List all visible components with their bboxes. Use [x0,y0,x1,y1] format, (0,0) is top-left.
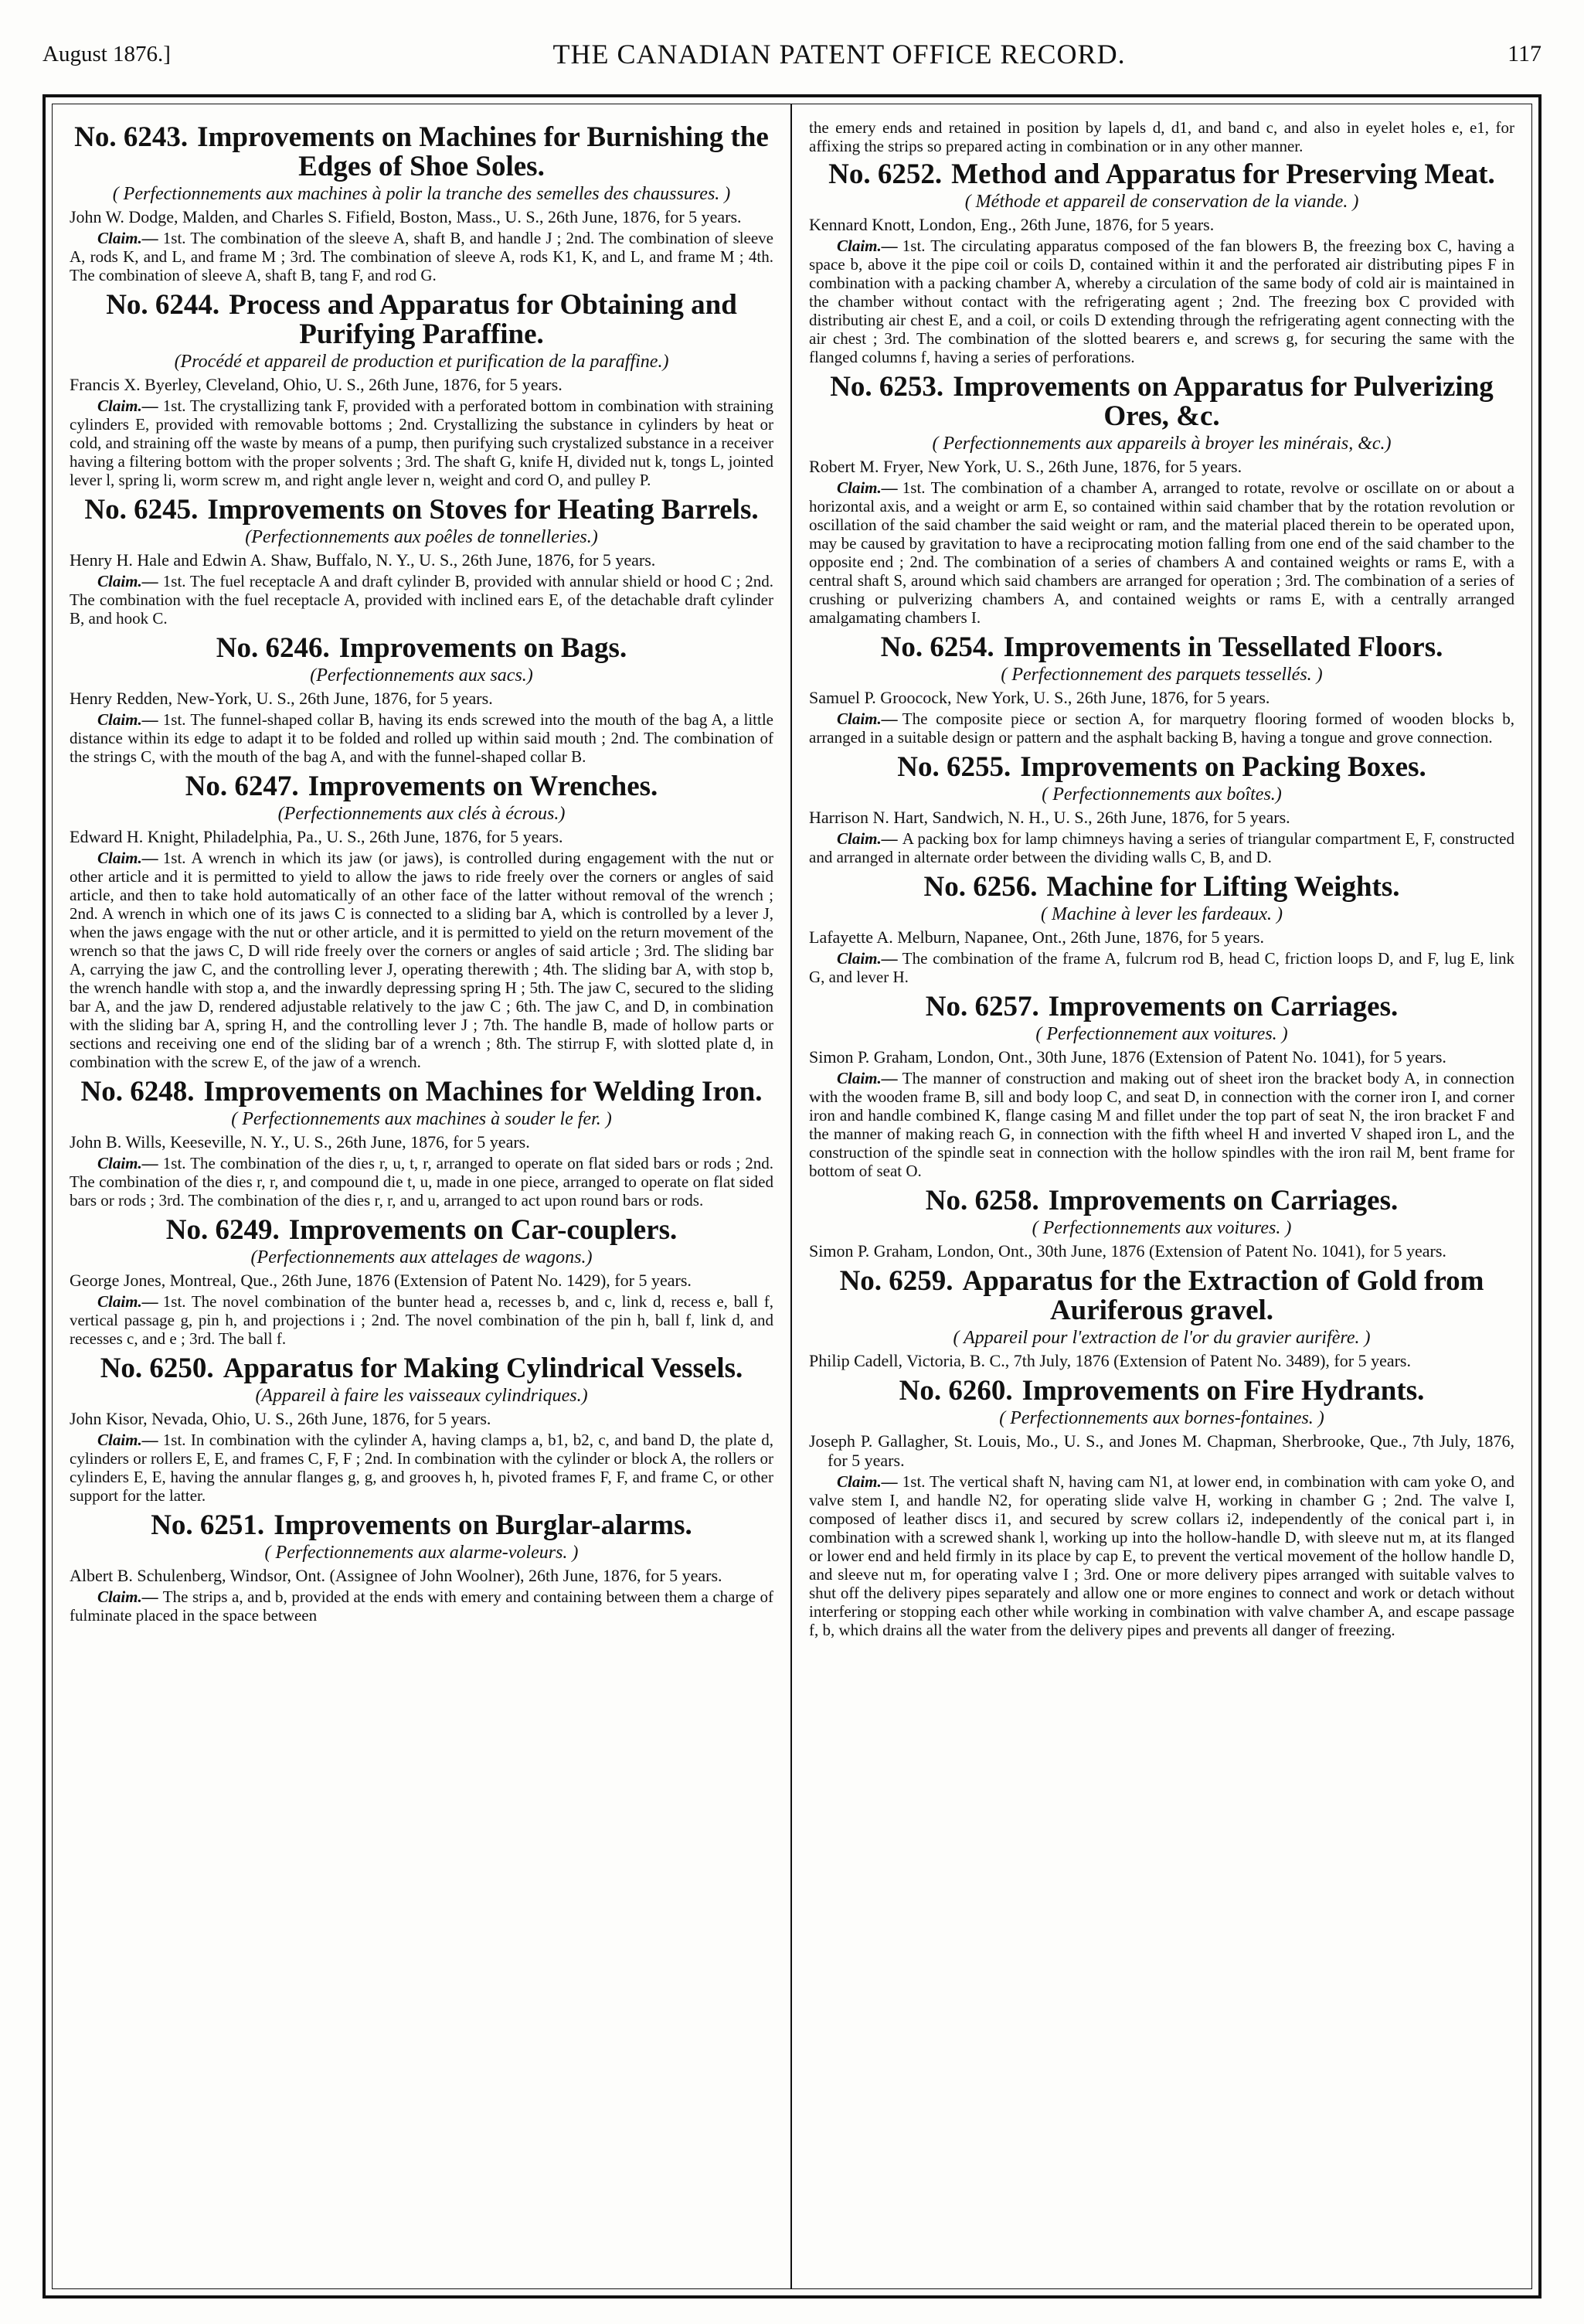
claim-label: Claim.— [97,710,158,729]
claim-label: Claim.— [97,1292,158,1311]
claim-label: Claim.— [97,1587,158,1606]
french-title: ( Appareil pour l'extraction de l'or du gravier aurifère. ) [953,1328,1371,1348]
claim-body: The combination of the frame A, fulcrum rod B, head C, friction loops D, and F, lug E, link G, and lever H. [809,949,1514,986]
claim-label: Claim.— [97,572,158,590]
patentee-line: Francis X. Byerley, Cleveland, Ohio, U. S., 26th June, 1876, for 5 years. [70,375,563,394]
french-title: ( Perfectionnement des parquets tessellés. ) [1001,665,1323,685]
patent-entry [809,160,1514,366]
patent-number: No. 6260. [899,1375,1013,1407]
patent-title: Improvements on Fire Hydrants. [1021,1375,1425,1407]
claim-body: 1st. The combination of the dies r, u, t, r, arranged to operate on flat sided bars or rods ; 2nd. The combination of the dies r, r, and compound die t, u, made in one piece, arranged to operate on flat sided bars or rods ; 3rd. The combination of the dies r, r, and u, arranged to act upon round bars or rods. [70,1154,773,1210]
patent-number: No. 6255. [897,751,1011,783]
patent-number: No. 6245. [84,494,199,526]
french-title: ( Perfectionnement aux voitures. ) [1035,1024,1288,1044]
patent-title: Improvements on Bags. [338,632,627,664]
patent-number: No. 6253. [830,371,944,403]
claim-body: 1st. The crystallizing tank F, provided with a perforated bottom in combination with straining cylinders E, provided with removable bottoms ; 2nd. Crystallizing the substance in cylinders by heat or cold, and straining off the waste by means of a pump, then purifying such crystalized substance in a receiver having a filtering bottom with the proper solvents ; 3rd. The shaft G, knife H, divided nut k, tongs L, jointed lever l, spring li, worm screw m, and right angle lever n, weight and cord O, and pulley P. [70,396,773,489]
patent-title: Machine for Lifting Weights. [1046,871,1400,903]
right-column [792,104,1531,2288]
claim-label: Claim.— [837,236,898,255]
patent-entry [809,1186,1514,1261]
continued-claim-text: the emery ends and retained in position by lapels d, d1, and band c, and also in eyelet holes e, e1, for affixing the strips so prepared acting in combination or in any other manner. [809,118,1514,155]
claim-body: 1st. The funnel-shaped collar B, having its ends screwed into the mouth of the bag A, a little distance within its edge to adapt it to be folded and rolled up within said mouth ; 2nd. The combination of the strings C, with the mouth of the bag A, and with the funnel-shaped collar B. [70,710,773,766]
patent-entry [809,753,1514,866]
french-title: (Perfectionnements aux clés à écrous.) [277,804,566,824]
patent-entry [70,772,773,1071]
patent-heading [70,291,773,349]
patentee-line: Samuel P. Groocock, New York, U. S., 26th June, 1876, for 5 years. [809,688,1270,707]
patent-title: Improvements on Stoves for Heating Barrels. [207,494,759,526]
patentee-line: John W. Dodge, Malden, and Charles S. Fifield, Boston, Mass., U. S., 26th June, 1876, for 5 years. [70,207,742,226]
french-title: (Perfectionnements aux attelages de wagons.) [250,1247,593,1267]
claim-body: 1st. The novel combination of the bunter head a, recesses b, and c, link d, recess e, ball f, vertical passage g, pin h, and projections i ; 2nd. The novel combination of the pin h, ball f, link d, and recesses c, and e ; 3rd. The ball f. [70,1292,773,1348]
patent-entry [809,1267,1514,1370]
patent-entry [70,1354,773,1505]
patent-entry [70,1511,773,1625]
patent-heading [809,1186,1514,1216]
patent-title: Improvements on Car-couplers. [288,1214,678,1246]
patentee-line: Simon P. Graham, London, Ont., 30th June, 1876 (Extension of Patent No. 1041), for 5 years. [809,1241,1446,1261]
patent-entry [809,1376,1514,1639]
patent-title: Improvements on Apparatus for Pulverizing Ores, &c. [953,371,1494,432]
patent-heading [809,873,1514,902]
french-title: ( Perfectionnements aux machines à polir la tranche des semelles des chaussures. ) [112,184,731,204]
claim-label: Claim.— [837,1472,898,1491]
page-border [42,94,1542,2298]
patent-entry [70,495,773,628]
patent-number: No. 6252. [828,158,943,190]
claim-body: 1st. In combination with the cylinder A, having clamps a, b1, b2, c, and band D, the plate d, cylinders or rollers E, E, and frames C, F, F ; 2nd. In combination with the cylinder or block A, the rollers or cylinders E, E, having the annular flanges g, g, and grooves h, h, pivoted frames F, F, and frame C, or other support for the latter. [70,1431,773,1505]
claim-text [809,709,1514,747]
patent-heading [70,1354,773,1383]
patent-heading [70,1077,773,1107]
claim-body: The composite piece or section A, for marquetry flooring formed of wooden blocks b, arranged in a suitable design or pattern and the asphalt backing B, having a tongue and grove connection. [809,709,1514,747]
patent-title: Improvements on Wrenches. [308,771,658,802]
patent-number: No. 6251. [151,1509,265,1541]
claim-text [70,710,773,766]
patent-number: No. 6248. [80,1076,195,1108]
french-title: ( Perfectionnements aux voitures. ) [1032,1218,1292,1238]
claim-text [70,1431,773,1505]
claim-text [70,1154,773,1210]
french-title: ( Perfectionnements aux machines à souder le fer. ) [231,1109,612,1129]
patent-number: No. 6259. [839,1265,953,1297]
patent-number: No. 6243. [74,121,189,153]
patent-number: No. 6258. [925,1185,1039,1216]
claim-text [809,1069,1514,1180]
patent-number: No. 6244. [106,289,220,321]
claim-text [809,949,1514,986]
patentee-line: Robert M. Fryer, New York, U. S., 26th June, 1876, for 5 years. [809,457,1242,476]
patent-title: Method and Apparatus for Preserving Meat. [951,158,1495,190]
patent-heading [70,634,773,663]
claim-body: 1st. The circulating apparatus composed of the fan blowers B, the freezing box C, having a space b, above it the pipe coil or coils D, contained within it and the perforated air distributing pipes F in combination with a packing chamber A, whereby a circulation of the same body of cold air is maintained in the chamber without contact with the refrigerating agent ; 2nd. The freezing box C provided with distributing air chest E, and a coil, or coils D extending through the refrigerating agent connecting with the air chest ; 3rd. The combination of the slotted bearers e, and screws g, for securing the same with the flanged columns f, having a series of perforations. [809,236,1514,366]
patentee-line: Philip Cadell, Victoria, B. C., 7th July, 1876 (Extension of Patent No. 3489), for 5 years. [809,1351,1411,1370]
claim-text [70,849,773,1071]
patent-number: No. 6246. [216,632,330,664]
claim-label: Claim.— [97,396,158,415]
french-title: ( Machine à lever les fardeaux. ) [1041,904,1283,924]
patentee-line: Edward H. Knight, Philadelphia, Pa., U. S., 26th June, 1876, for 5 years. [70,827,563,846]
patent-heading [70,1511,773,1540]
patent-heading [809,1376,1514,1406]
patent-heading [70,123,773,182]
french-title: ( Perfectionnements aux alarme-voleurs. ) [264,1543,579,1563]
claim-body: 1st. The combination of a chamber A, arranged to rotate, revolve or oscillate on or about a horizontal axis, and a weight or arm E, so contained within said chamber that by the rotation revolution or oscillation of the said chamber the said weight or ram, and the material placed therein to be operated upon, may be caused by gravitation to have a reciprocating motion falling from one end of the said chamber to the opposite end ; 2nd. The combination of a series of chambers A and contained weights or rams E, with a central shaft S, around which said chambers are arranged for operation ; 3rd. The combination of a series of crushing or pulverizing chambers A, and contained weights or rams E, with a centrally arranged amalgamating chambers I. [809,478,1514,627]
claim-text [70,1587,773,1625]
claim-body: The strips a, and b, provided at the ends with emery and containing between them a charge of fulminate placed in the space between [70,1587,773,1625]
patentee-line: Henry H. Hale and Edwin A. Shaw, Buffalo, N. Y., U. S., 26th June, 1876, for 5 years. [70,550,656,570]
claim-text [809,1472,1514,1639]
content-area [52,104,1532,2289]
patent-title: Improvements on Machines for Burnishing the Edges of Shoe Soles. [197,121,769,182]
french-title: ( Perfectionnements aux appareils à broyer les minérais, &c.) [932,434,1392,454]
patent-heading [70,1216,773,1245]
patent-number: No. 6254. [880,631,994,663]
claim-text [809,236,1514,366]
patent-title: Improvements on Carriages. [1048,1185,1399,1216]
claim-label: Claim.— [837,1069,898,1087]
claim-label: Claim.— [837,478,898,497]
claim-text [70,396,773,489]
patent-heading [809,992,1514,1022]
claim-body: 1st. The vertical shaft N, having cam N1, at lower end, in combination with cam yoke O, and valve stem I, and handle N2, for operating slide valve H, working in chamber G ; 2nd. The valve I, composed of leather discs i1, and secured by screw collars i2, independently of the conical part i, in combination with a screwed shank l, working up into the hollow-handle D, with sleeve nut m, at its flanged or lower end and held firmly in its place by cap E, to prevent the vertical movement of the hollow handle D, and sleeve nut m, for operating valve I ; 3rd. One or more delivery pipes arranged with suitable valves to shut off the delivery pipes separately and allow one or more engines to connect and work or detach without interfering or stopping each other while working in combination with valve chamber A, and escape passage f, b, which drains all the water from the delivery pipes and prevents all danger of freezing. [809,1472,1514,1639]
page-header [42,31,1542,77]
left-column [53,104,792,2288]
patentee-line: John Kisor, Nevada, Ohio, U. S., 26th June, 1876, for 5 years. [70,1409,491,1428]
claim-text [809,829,1514,866]
claim-label: Claim.— [837,709,898,728]
patent-heading [70,772,773,801]
journal-title: THE CANADIAN PATENT OFFICE RECORD. [552,39,1126,70]
patentee-line: Lafayette A. Melburn, Napanee, Ont., 26th June, 1876, for 5 years. [809,927,1264,947]
claim-label: Claim.— [97,1431,158,1449]
patent-number: No. 6250. [100,1353,214,1384]
patent-number: No. 6249. [165,1214,280,1246]
patentee-line: Henry Redden, New-York, U. S., 26th June, 1876, for 5 years. [70,689,493,708]
french-title: ( Méthode et appareil de conservation de la viande. ) [964,192,1359,212]
french-title: (Procédé et appareil de production et purification de la paraffine.) [174,352,669,372]
claim-label: Claim.— [97,1154,158,1172]
claim-body: A packing box for lamp chimneys having a series of triangular compartment E, F, constructed and arranged in alternate order between the dividing walls C, B, and D. [809,829,1514,866]
claim-label: Claim.— [837,949,898,968]
patent-entry [809,633,1514,747]
patent-heading [809,373,1514,431]
claim-body: 1st. The combination of the sleeve A, shaft B, and handle J ; 2nd. The combination of sleeve A, rods K, and L, and frame M ; 3rd. The combination of sleeve A, rods K1, K, and L, and frame M ; 4th. The combination of sleeve A, shaft B, tang F, and rod G. [70,229,773,284]
patentee-line: Kennard Knott, London, Eng., 26th June, 1876, for 5 years. [809,215,1215,234]
french-title: ( Perfectionnements aux boîtes.) [1042,784,1282,805]
patent-title: Improvements on Burglar-alarms. [274,1509,692,1541]
patent-title: Process and Apparatus for Obtaining and Purifying Paraffine. [229,289,737,350]
patent-heading [809,633,1514,662]
patent-number: No. 6257. [925,991,1039,1022]
patent-number: No. 6247. [185,771,299,802]
patent-entry [70,291,773,489]
page-number: 117 [1508,41,1542,66]
claim-body: 1st. The fuel receptacle A and draft cylinder B, provided with annular shield or hood C ; 2nd. The combination with the fuel receptacle A, provided with inclined ears E, of the detachable draft cylinder B, and hook C. [70,572,773,628]
claim-text [70,229,773,284]
patent-heading [70,495,773,525]
claim-text [809,478,1514,627]
patent-entry [70,1216,773,1348]
claim-text [70,572,773,628]
patentee-line: George Jones, Montreal, Que., 26th June, 1876 (Extension of Patent No. 1429), for 5 years. [70,1271,692,1290]
patent-title: Apparatus for the Extraction of Gold from Auriferous gravel. [962,1265,1484,1326]
claim-body: The manner of construction and making out of sheet iron the bracket body A, in connection with the wooden frame B, sill and body loop C, and seat D, in connection with the corner iron I, and corner iron and handle combined K, flange casing M and fillet under the top part of seat N, the iron bracket F and the manner of making reach G, in connection with the fifth wheel H and inverted V shaped iron L, and the construction of the spindle seat in connection with the hollow spindles with the iron rail M, bent frame for bottom of seat O. [809,1069,1514,1180]
issue-date: August 1876.] [42,41,171,66]
french-title: ( Perfectionnements aux bornes-fontaines. ) [999,1408,1324,1428]
patentee-line: Harrison N. Hart, Sandwich, N. H., U. S., 26th June, 1876, for 5 years. [809,808,1290,827]
claim-text [70,1292,773,1348]
patent-entry [70,123,773,284]
patent-title: Improvements on Carriages. [1048,991,1399,1022]
patent-entry [809,992,1514,1180]
french-title: (Appareil à faire les vaisseaux cylindriques.) [255,1386,588,1406]
patent-title: Improvements on Packing Boxes. [1020,751,1426,783]
claim-body: 1st. A wrench in which its jaw (or jaws), is controlled during engagement with the nut or other article and it is permitted to yield to allow the jaws to ride freely over the corners or angles of said article, and then to take hold automatically of an other face of the latter without removal of the wrench ; 2nd. A wrench in which one of its jaws C is connected to a sliding bar A, which is controlled by a lever J, when the jaws engage with the nut or other article, and it is permitted to yield on the return movement of the wrench so that the jaws C, D will ride freely over the corners or angles of said article ; 3rd. The sliding bar A, carrying the jaw C, and the controlling lever J, operating therewith ; 4th. The sliding bar A, with stop b, the wrench handle with stop a, and the inwardly depressing spring H ; 5th. The jaw C, secured to the sliding bar A, and the jaw D, rendered adjustable relatively to the jaw C ; 6th. The jaw C, and D, in combination with the sliding bar A, spring H, and the controlling lever J ; 7th. The handle B, made of hollow parts or sections and receiving one end of the sliding bar of a wrench ; 8th. The stirrup F, with slotted plate d, in combination with the screw E, of the jaw of a wrench. [70,849,773,1071]
claim-label: Claim.— [837,829,898,848]
french-title: (Perfectionnements aux sacs.) [310,665,533,686]
patent-heading [809,753,1514,782]
patent-entry [70,1077,773,1210]
patent-entry [809,873,1514,986]
patentee-line: Albert B. Schulenberg, Windsor, Ont. (Assignee of John Woolner), 26th June, 1876, for 5 years. [70,1566,722,1585]
french-title: (Perfectionnements aux poêles de tonnelleries.) [245,527,598,547]
patent-entry [70,634,773,766]
patent-title: Apparatus for Making Cylindrical Vessels. [223,1353,743,1384]
patent-title: Improvements on Machines for Welding Iron. [203,1076,763,1108]
patent-heading [809,160,1514,189]
claim-label: Claim.— [97,849,158,867]
patent-entry [809,373,1514,627]
claim-label: Claim.— [97,229,158,247]
patent-heading [809,1267,1514,1325]
patentee-line: Joseph P. Gallagher, St. Louis, Mo., U. S., and Jones M. Chapman, Sherbrooke, Que., 7th July, 1876, for 5 years. [809,1431,1514,1470]
patentee-line: Simon P. Graham, London, Ont., 30th June, 1876 (Extension of Patent No. 1041), for 5 years. [809,1047,1446,1067]
patent-title: Improvements in Tessellated Floors. [1003,631,1443,663]
patent-number: No. 6256. [923,871,1038,903]
patentee-line: John B. Wills, Keeseville, N. Y., U. S., 26th June, 1876, for 5 years. [70,1132,530,1152]
